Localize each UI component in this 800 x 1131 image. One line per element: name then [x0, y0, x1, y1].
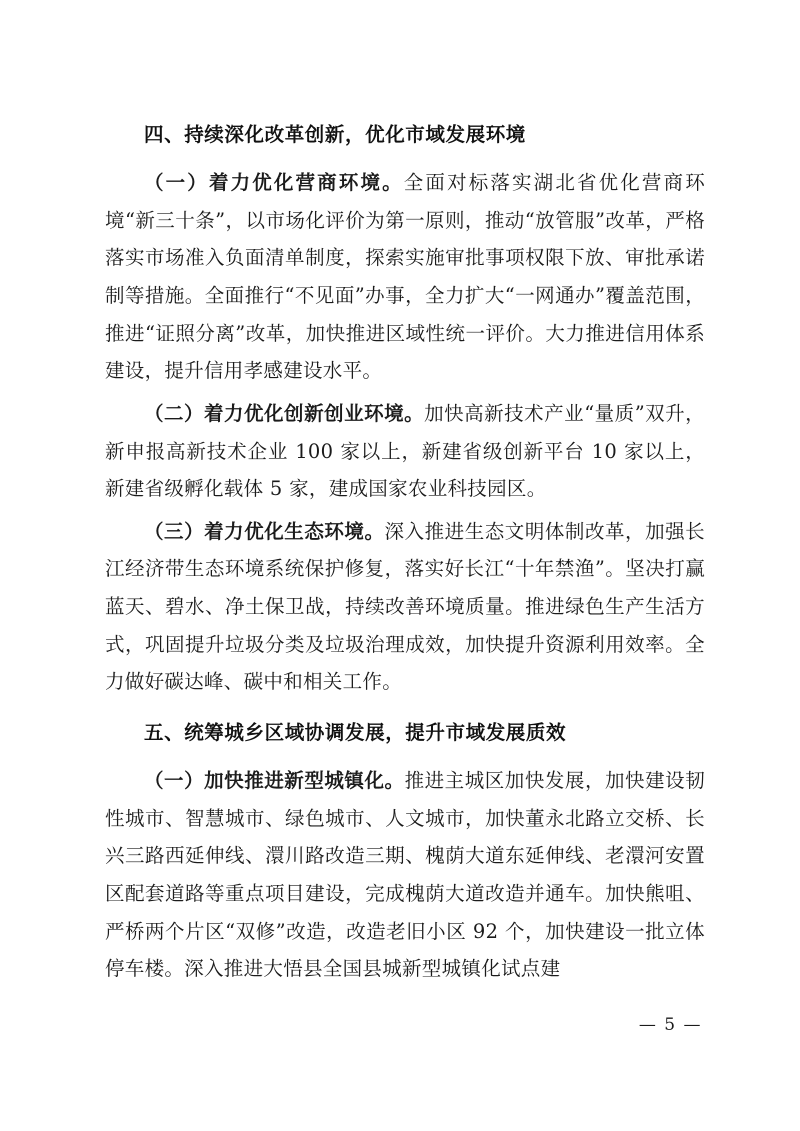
paragraph-4-3	[105, 513, 705, 701]
paragraph-4-3-lead: （三）着力优化生态环境。	[144, 519, 385, 543]
section-heading-five: 五、统筹城乡区域协调发展，提升市域发展质效	[144, 720, 567, 744]
paragraph-4-2-body: 加快高新技术产业“量质”双升，新申报高新技术企业 100 家以上，新建省级创新平台 10 家以上，新建省级孵化载体 5 家，建成国家农业科技园区。	[105, 401, 705, 501]
paragraph-4-2-lead: （二）着力优化创新创业环境。	[144, 401, 425, 425]
paragraph-5-1-body: 推进主城区加快发展，加快建设韧性城市、智慧城市、绿色城市、人文城市，加快董永北路立交桥、长兴三路西延伸线、澴川路改造三期、槐荫大道东延伸线、老澴河安置区配套道路等重点项目建设，完成槐荫大道改造并通车。加快熊咀、严桥两个片区“双修”改造，改造老旧小区 92 个，加快建设一批立体停车楼。深入推进大悟县全国县城新型城镇化试点建	[105, 769, 705, 981]
section-heading-four: 四、持续深化改革创新，优化市域发展环境	[144, 123, 526, 146]
paragraph-4-3-body: 深入推进生态文明体制改革，加强长江经济带生态环境系统保护修复，落实好长江“十年禁渔”。坚决打赢蓝天、碧水、净土保卫战，持续改善环境质量。推进绿色生产生活方式，巩固提升垃圾分类及垃圾治理成效，加快提升资源利用效率。全力做好碳达峰、碳中和相关工作。	[105, 519, 705, 694]
page-number: — 5 —	[638, 1015, 702, 1035]
paragraph-4-1-lead: （一）着力优化营商环境。	[144, 171, 404, 195]
paragraph-4-1	[105, 164, 705, 390]
paragraph-5-1-lead: （一）加快推进新型城镇化。	[144, 769, 405, 793]
document-body	[105, 120, 705, 993]
paragraph-4-1-body: 全面对标落实湖北省优化营商环境“新三十条”，以市场化评价为第一原则，推动“放管服”改革，严格落实市场准入负面清单制度，探索实施审批事项权限下放、审批承诺制等措施。全面推行“不见面”办事，全力扩大“一网通办”覆盖范围，推进“证照分离”改革，加快推进区域性统一评价。大力推进信用体系建设，提升信用孝感建设水平。	[105, 171, 705, 383]
paragraph-5-1	[105, 762, 705, 988]
paragraph-4-2	[105, 395, 705, 508]
